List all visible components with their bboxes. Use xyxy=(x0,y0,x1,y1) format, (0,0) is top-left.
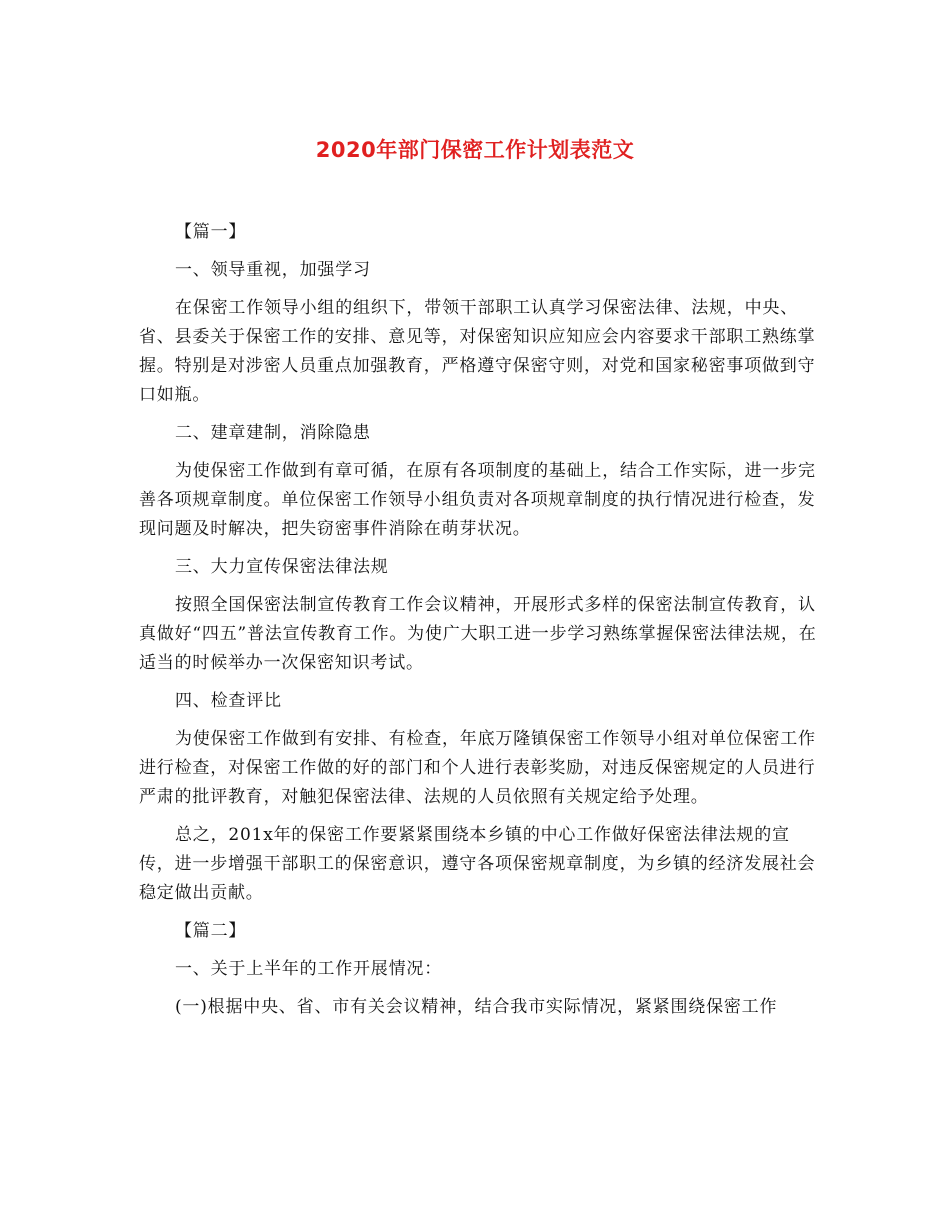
document-body xyxy=(139,218,823,1022)
document-title: 2020年部门保密工作计划表范文 xyxy=(315,138,635,162)
section-heading-part-two: 【篇二】 xyxy=(175,921,247,941)
paragraph-regulations: 为使保密工作做到有章可循，在原有各项制度的基础上，结合工作实际，进一步完善各项规章制度。单位保密工作领导小组负责对各项规章制度的执行情况进行检查，发现问题及时解决，把失窃密事件消除在萌芽状况。 xyxy=(139,461,816,539)
paragraph-study: 在保密工作领导小组的组织下，带领干部职工认真学习保密法律、法规，中央、省、县委关于保密工作的安排、意见等，对保密知识应知应会内容要求干部职工熟练掌握。特别是对涉密人员重点加强教育，严格遵守保密守则，对党和国家秘密事项做到守口如瓶。 xyxy=(139,298,816,405)
paragraph-inspection: 为使保密工作做到有安排、有检查，年底万隆镇保密工作领导小组对单位保密工作进行检查，对保密工作做的好的部门和个人进行表彰奖励，对违反保密规定的人员进行严肃的批评教育，对触犯保密法律、法规的人员依照有关规定给予处理。 xyxy=(139,729,816,807)
paragraph-summary: 总之，201x年的保密工作要紧紧围绕本乡镇的中心工作做好保密法律法规的宣传，进一步增强干部职工的保密意识，遵守各项保密规章制度，为乡镇的经济发展社会稳定做出贡献。 xyxy=(139,825,816,903)
paragraph-publicity: 按照全国保密法制宣传教育工作会议精神，开展形式多样的保密法制宣传教育，认真做好“四五”普法宣传教育工作。为使广大职工进一步学习熟练掌握保密法律法规，在适当的时候举办一次保密知识考试。 xyxy=(139,595,817,673)
section-heading-part-one: 【篇一】 xyxy=(175,222,247,242)
heading-inspection: 四、检查评比 xyxy=(175,691,282,711)
heading-first-half: 一、关于上半年的工作开展情况： xyxy=(175,959,442,979)
heading-leadership: 一、领导重视，加强学习 xyxy=(175,260,371,280)
heading-regulations: 二、建章建制，消除隐患 xyxy=(175,423,371,443)
paragraph-first-half-item-one: (一)根据中央、省、市有关会议精神，结合我市实际情况，紧紧围绕保密工作 xyxy=(175,997,778,1017)
heading-publicity: 三、大力宣传保密法律法规 xyxy=(175,557,389,577)
